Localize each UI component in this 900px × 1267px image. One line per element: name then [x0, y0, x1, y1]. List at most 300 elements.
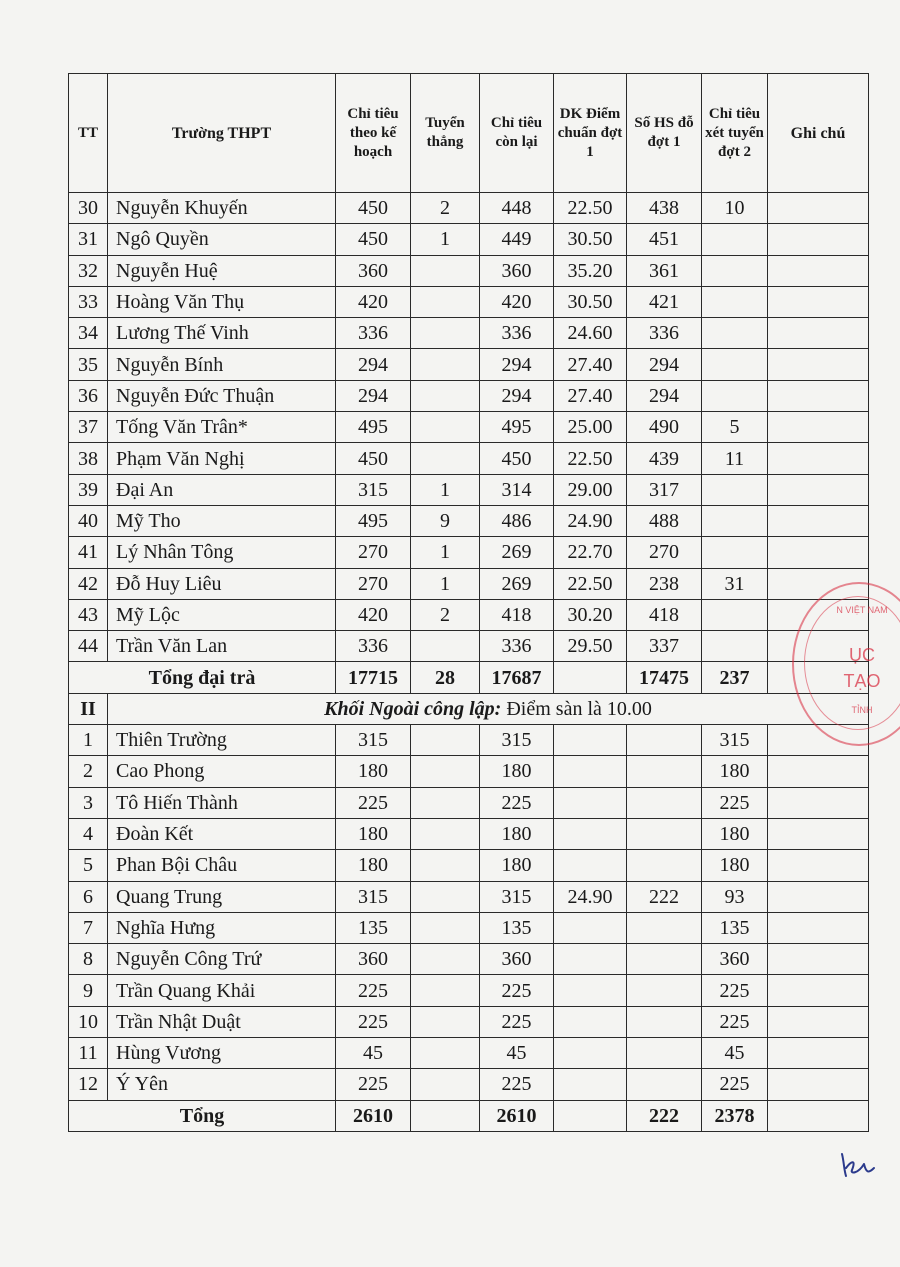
cell-passed: 336	[627, 318, 702, 349]
cell-school-name: Tống Văn Trân*	[108, 412, 336, 443]
cell-passed	[627, 1069, 702, 1100]
table-row	[69, 412, 869, 443]
cell-note	[768, 912, 869, 943]
cell-remaining: 360	[480, 944, 554, 975]
cell-passed: 294	[627, 349, 702, 380]
cell-cutoff: 25.00	[554, 412, 627, 443]
cell-school-name: Hùng Vương	[108, 1038, 336, 1069]
cell-round2	[702, 286, 768, 317]
cell-note	[768, 443, 869, 474]
cell-note	[768, 631, 869, 662]
cell-tt: 31	[69, 224, 108, 255]
cell-note	[768, 380, 869, 411]
cell-school-name: Trần Quang Khải	[108, 975, 336, 1006]
cell-planned: 180	[336, 756, 411, 787]
cell-direct: 2	[411, 193, 480, 224]
cell-cutoff	[554, 725, 627, 756]
table-row	[69, 725, 869, 756]
cell-passed: 451	[627, 224, 702, 255]
cell-planned: 270	[336, 568, 411, 599]
cell-remaining: 180	[480, 850, 554, 881]
cell-round2: 180	[702, 818, 768, 849]
table-row	[69, 193, 869, 224]
cell-note	[768, 474, 869, 505]
total-label: Tổng	[69, 1100, 336, 1131]
cell-tt: 44	[69, 631, 108, 662]
table-row	[69, 1006, 869, 1037]
cell-planned: 135	[336, 912, 411, 943]
header-round2: Chỉ tiêu xét tuyển đợt 2	[702, 74, 768, 193]
cell-direct: 2	[411, 599, 480, 630]
cell-note	[768, 1069, 869, 1100]
cell-remaining: 225	[480, 1006, 554, 1037]
cell-round2: 31	[702, 568, 768, 599]
cell-passed	[627, 756, 702, 787]
cell-note	[768, 537, 869, 568]
cell-planned: 315	[336, 881, 411, 912]
cell-planned: 270	[336, 537, 411, 568]
cell-round2: 315	[702, 725, 768, 756]
cell-tt: 10	[69, 1006, 108, 1037]
cell-tt: 30	[69, 193, 108, 224]
cell-school-name: Phạm Văn Nghị	[108, 443, 336, 474]
total-passed: 17475	[627, 662, 702, 693]
cell-remaining: 486	[480, 505, 554, 536]
total-direct: 28	[411, 662, 480, 693]
cell-direct: 1	[411, 224, 480, 255]
cell-passed: 238	[627, 568, 702, 599]
total-round2: 237	[702, 662, 768, 693]
cell-planned: 45	[336, 1038, 411, 1069]
cell-round2	[702, 631, 768, 662]
cell-direct	[411, 255, 480, 286]
cell-planned: 420	[336, 286, 411, 317]
stamp-text-2: ỤC	[849, 645, 875, 665]
total-cutoff	[554, 662, 627, 693]
cell-direct: 1	[411, 537, 480, 568]
cell-direct	[411, 349, 480, 380]
cell-cutoff: 24.90	[554, 881, 627, 912]
cell-remaining: 269	[480, 568, 554, 599]
cell-round2	[702, 505, 768, 536]
cell-round2	[702, 474, 768, 505]
cell-planned: 450	[336, 224, 411, 255]
cell-planned: 294	[336, 380, 411, 411]
cell-note	[768, 944, 869, 975]
cell-note	[768, 599, 869, 630]
table-row	[69, 912, 869, 943]
cell-remaining: 225	[480, 1069, 554, 1100]
cell-tt: 34	[69, 318, 108, 349]
cell-tt: 2	[69, 756, 108, 787]
cell-direct	[411, 975, 480, 1006]
cell-tt: 33	[69, 286, 108, 317]
cell-remaining: 336	[480, 631, 554, 662]
cell-cutoff: 27.40	[554, 380, 627, 411]
table-row	[69, 850, 869, 881]
cell-tt: 9	[69, 975, 108, 1006]
stamp-text-4: TỈNH	[851, 705, 873, 715]
cell-direct	[411, 818, 480, 849]
cell-passed	[627, 818, 702, 849]
header-direct: Tuyển thẳng	[411, 74, 480, 193]
table-row	[69, 1069, 869, 1100]
table-row	[69, 756, 869, 787]
cell-passed	[627, 1006, 702, 1037]
cell-passed	[627, 912, 702, 943]
cell-cutoff: 22.70	[554, 537, 627, 568]
table-row	[69, 474, 869, 505]
cell-round2: 225	[702, 975, 768, 1006]
section-tt: II	[69, 693, 108, 724]
cell-direct	[411, 380, 480, 411]
cell-note	[768, 318, 869, 349]
cell-planned: 225	[336, 787, 411, 818]
total-passed: 222	[627, 1100, 702, 1131]
cell-round2: 135	[702, 912, 768, 943]
cell-passed: 337	[627, 631, 702, 662]
cell-direct	[411, 286, 480, 317]
cell-tt: 39	[69, 474, 108, 505]
cell-tt: 3	[69, 787, 108, 818]
cell-passed: 222	[627, 881, 702, 912]
cell-direct: 1	[411, 474, 480, 505]
cell-remaining: 360	[480, 255, 554, 286]
section-title	[108, 693, 869, 724]
cell-remaining: 294	[480, 380, 554, 411]
cell-note	[768, 725, 869, 756]
table-row	[69, 286, 869, 317]
cell-cutoff: 24.90	[554, 505, 627, 536]
table-row	[69, 380, 869, 411]
cell-note	[768, 349, 869, 380]
cell-remaining: 336	[480, 318, 554, 349]
cell-note	[768, 286, 869, 317]
total-note	[768, 1100, 869, 1131]
cell-direct	[411, 944, 480, 975]
cell-cutoff	[554, 1006, 627, 1037]
cell-school-name: Lý Nhân Tông	[108, 537, 336, 568]
cell-round2	[702, 380, 768, 411]
cell-planned: 315	[336, 474, 411, 505]
header-school: Trường THPT	[108, 74, 336, 193]
cell-note	[768, 975, 869, 1006]
cell-round2: 225	[702, 1069, 768, 1100]
cell-passed: 317	[627, 474, 702, 505]
cell-passed: 294	[627, 380, 702, 411]
cell-direct	[411, 1006, 480, 1037]
cell-passed: 490	[627, 412, 702, 443]
cell-direct	[411, 850, 480, 881]
cell-remaining: 180	[480, 818, 554, 849]
cell-planned: 180	[336, 850, 411, 881]
cell-tt: 12	[69, 1069, 108, 1100]
cell-round2	[702, 255, 768, 286]
table-body	[69, 193, 869, 1132]
table-row	[69, 318, 869, 349]
cell-round2	[702, 349, 768, 380]
cell-round2	[702, 537, 768, 568]
cell-remaining: 294	[480, 349, 554, 380]
cell-passed	[627, 975, 702, 1006]
header-note: Ghi chú	[768, 74, 869, 193]
cell-passed: 270	[627, 537, 702, 568]
cell-direct	[411, 881, 480, 912]
cell-direct	[411, 318, 480, 349]
section-title-rest: Điểm sàn là 10.00	[501, 697, 652, 720]
cell-passed: 421	[627, 286, 702, 317]
cell-tt: 11	[69, 1038, 108, 1069]
cell-remaining: 420	[480, 286, 554, 317]
admission-table	[68, 73, 869, 1132]
cell-school-name: Trần Văn Lan	[108, 631, 336, 662]
header-cutoff: DK Điểm chuẩn đợt 1	[554, 74, 627, 193]
cell-direct	[411, 1038, 480, 1069]
cell-note	[768, 224, 869, 255]
cell-planned: 450	[336, 193, 411, 224]
cell-cutoff	[554, 850, 627, 881]
cell-passed: 439	[627, 443, 702, 474]
table-row	[69, 505, 869, 536]
table-row	[69, 975, 869, 1006]
cell-cutoff	[554, 1069, 627, 1100]
cell-school-name: Nguyễn Khuyến	[108, 193, 336, 224]
cell-cutoff: 22.50	[554, 193, 627, 224]
cell-passed: 438	[627, 193, 702, 224]
header-remaining: Chỉ tiêu còn lại	[480, 74, 554, 193]
public-total-row	[69, 662, 869, 693]
cell-cutoff: 29.00	[554, 474, 627, 505]
cell-school-name: Nguyễn Đức Thuận	[108, 380, 336, 411]
total-label: Tổng đại trà	[69, 662, 336, 693]
cell-cutoff: 35.20	[554, 255, 627, 286]
cell-tt: 1	[69, 725, 108, 756]
cell-school-name: Cao Phong	[108, 756, 336, 787]
cell-passed	[627, 1038, 702, 1069]
cell-school-name: Ngô Quyền	[108, 224, 336, 255]
cell-planned: 420	[336, 599, 411, 630]
cell-remaining: 315	[480, 881, 554, 912]
cell-planned: 225	[336, 1069, 411, 1100]
cell-round2: 180	[702, 850, 768, 881]
table-row	[69, 568, 869, 599]
cell-cutoff: 22.50	[554, 568, 627, 599]
cell-cutoff	[554, 818, 627, 849]
cell-school-name: Đại An	[108, 474, 336, 505]
cell-note	[768, 787, 869, 818]
cell-round2: 5	[702, 412, 768, 443]
total-round2: 2378	[702, 1100, 768, 1131]
cell-school-name: Đoàn Kết	[108, 818, 336, 849]
cell-remaining: 315	[480, 725, 554, 756]
cell-cutoff	[554, 787, 627, 818]
cell-tt: 37	[69, 412, 108, 443]
total-planned: 17715	[336, 662, 411, 693]
cell-remaining: 449	[480, 224, 554, 255]
table-row	[69, 818, 869, 849]
cell-planned: 450	[336, 443, 411, 474]
cell-tt: 35	[69, 349, 108, 380]
cell-planned: 495	[336, 412, 411, 443]
cell-cutoff	[554, 756, 627, 787]
total-remaining: 17687	[480, 662, 554, 693]
cell-school-name: Lương Thế Vinh	[108, 318, 336, 349]
cell-planned: 294	[336, 349, 411, 380]
cell-cutoff	[554, 1038, 627, 1069]
cell-tt: 36	[69, 380, 108, 411]
cell-planned: 315	[336, 725, 411, 756]
total-note	[768, 662, 869, 693]
cell-planned: 336	[336, 318, 411, 349]
table-row	[69, 224, 869, 255]
table-row	[69, 537, 869, 568]
cell-direct	[411, 1069, 480, 1100]
cell-cutoff: 30.50	[554, 224, 627, 255]
cell-school-name: Tô Hiến Thành	[108, 787, 336, 818]
cell-planned: 225	[336, 1006, 411, 1037]
cell-school-name: Quang Trung	[108, 881, 336, 912]
section-title-italic: Khối Ngoài công lập:	[324, 697, 502, 720]
table-row	[69, 255, 869, 286]
cell-cutoff	[554, 944, 627, 975]
table-row	[69, 599, 869, 630]
cell-remaining: 135	[480, 912, 554, 943]
cell-note	[768, 881, 869, 912]
cell-planned: 180	[336, 818, 411, 849]
cell-school-name: Nguyễn Công Trứ	[108, 944, 336, 975]
cell-cutoff: 29.50	[554, 631, 627, 662]
cell-note	[768, 850, 869, 881]
cell-school-name: Trần Nhật Duật	[108, 1006, 336, 1037]
header-tt: TT	[69, 74, 108, 193]
cell-note	[768, 568, 869, 599]
total-planned: 2610	[336, 1100, 411, 1131]
cell-school-name: Nguyễn Bính	[108, 349, 336, 380]
cell-remaining: 314	[480, 474, 554, 505]
stamp-text-3: TẠO	[843, 671, 881, 691]
cell-note	[768, 1006, 869, 1037]
table-row	[69, 349, 869, 380]
cell-tt: 7	[69, 912, 108, 943]
cell-tt: 40	[69, 505, 108, 536]
cell-remaining: 45	[480, 1038, 554, 1069]
cell-planned: 336	[336, 631, 411, 662]
cell-round2: 45	[702, 1038, 768, 1069]
cell-tt: 5	[69, 850, 108, 881]
cell-note	[768, 818, 869, 849]
cell-remaining: 418	[480, 599, 554, 630]
cell-round2: 93	[702, 881, 768, 912]
cell-cutoff	[554, 975, 627, 1006]
cell-round2: 225	[702, 1006, 768, 1037]
cell-school-name: Nguyễn Huệ	[108, 255, 336, 286]
cell-school-name: Đỗ Huy Liêu	[108, 568, 336, 599]
table-row	[69, 944, 869, 975]
cell-tt: 42	[69, 568, 108, 599]
cell-tt: 38	[69, 443, 108, 474]
cell-round2: 180	[702, 756, 768, 787]
cell-remaining: 269	[480, 537, 554, 568]
cell-round2	[702, 318, 768, 349]
cell-direct	[411, 725, 480, 756]
cell-passed: 488	[627, 505, 702, 536]
table-row	[69, 881, 869, 912]
cell-school-name: Nghĩa Hưng	[108, 912, 336, 943]
cell-remaining: 225	[480, 975, 554, 1006]
header-row	[69, 74, 869, 193]
cell-note	[768, 193, 869, 224]
cell-school-name: Mỹ Lộc	[108, 599, 336, 630]
cell-passed	[627, 725, 702, 756]
cell-cutoff	[554, 912, 627, 943]
cell-cutoff: 24.60	[554, 318, 627, 349]
cell-round2	[702, 224, 768, 255]
cell-remaining: 180	[480, 756, 554, 787]
cell-school-name: Phan Bội Châu	[108, 850, 336, 881]
signature-mark	[838, 1150, 878, 1180]
cell-direct	[411, 912, 480, 943]
cell-round2: 11	[702, 443, 768, 474]
cell-passed: 418	[627, 599, 702, 630]
cell-school-name: Thiên Trường	[108, 725, 336, 756]
cell-round2	[702, 599, 768, 630]
cell-school-name: Mỹ Tho	[108, 505, 336, 536]
cell-note	[768, 756, 869, 787]
table-row	[69, 631, 869, 662]
cell-direct	[411, 787, 480, 818]
cell-direct	[411, 631, 480, 662]
cell-cutoff: 22.50	[554, 443, 627, 474]
cell-passed	[627, 850, 702, 881]
cell-direct: 1	[411, 568, 480, 599]
cell-direct	[411, 756, 480, 787]
header-planned: Chỉ tiêu theo kế hoạch	[336, 74, 411, 193]
table-row	[69, 443, 869, 474]
cell-remaining: 450	[480, 443, 554, 474]
cell-planned: 495	[336, 505, 411, 536]
cell-passed: 361	[627, 255, 702, 286]
cell-tt: 8	[69, 944, 108, 975]
cell-remaining: 225	[480, 787, 554, 818]
cell-tt: 4	[69, 818, 108, 849]
cell-tt: 43	[69, 599, 108, 630]
cell-remaining: 448	[480, 193, 554, 224]
cell-planned: 225	[336, 975, 411, 1006]
cell-round2: 225	[702, 787, 768, 818]
cell-note	[768, 505, 869, 536]
stamp-text-1: N VIỆT NAM	[836, 605, 888, 615]
cell-tt: 32	[69, 255, 108, 286]
table-row	[69, 787, 869, 818]
cell-direct	[411, 412, 480, 443]
cell-passed	[627, 944, 702, 975]
private-total-row	[69, 1100, 869, 1131]
cell-planned: 360	[336, 944, 411, 975]
cell-round2: 360	[702, 944, 768, 975]
cell-round2: 10	[702, 193, 768, 224]
cell-tt: 6	[69, 881, 108, 912]
section-header-row	[69, 693, 869, 724]
total-direct	[411, 1100, 480, 1131]
cell-cutoff: 30.50	[554, 286, 627, 317]
cell-cutoff: 30.20	[554, 599, 627, 630]
cell-direct	[411, 443, 480, 474]
cell-tt: 41	[69, 537, 108, 568]
cell-note	[768, 1038, 869, 1069]
cell-passed	[627, 787, 702, 818]
cell-school-name: Hoàng Văn Thụ	[108, 286, 336, 317]
total-cutoff	[554, 1100, 627, 1131]
